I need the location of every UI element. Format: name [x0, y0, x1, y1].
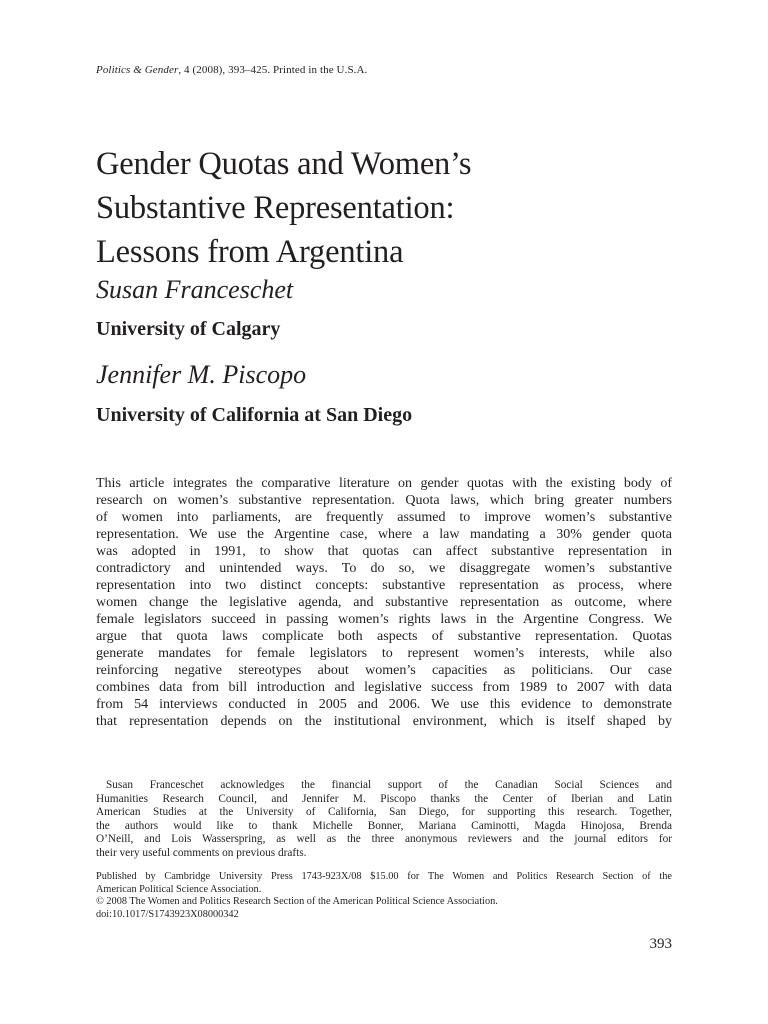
acknowledgment-footnote — [96, 779, 672, 860]
publication-line: American Political Science Association. — [96, 883, 262, 895]
abstract-line: representation. We use the Argentine case, where a law mandating a 30% gender quota — [96, 527, 672, 542]
title-line: Gender Quotas and Women’s — [96, 146, 472, 182]
footnote-line: O’Neill, and Lois Wasserspring, as well as the three anonymous reviewers and the journal editors for — [96, 833, 672, 845]
abstract-line: research on women’s substantive representation. Quota laws, which bring greater numbers — [96, 493, 672, 508]
abstract — [96, 475, 672, 730]
abstract-line: was adopted in 1991, to show that quotas can affect substantive representation in — [96, 544, 672, 559]
footnote-line: Humanities Research Council, and Jennifer M. Piscopo thanks the Center of Iberian and Latin — [96, 792, 672, 805]
footnote-line: American Studies at the University of California, San Diego, for supporting this research. Together, — [96, 806, 672, 818]
publication-info — [96, 871, 672, 921]
abstract-line: argue that quota laws complicate both aspects of substantive representation. Quotas — [96, 629, 672, 644]
abstract-line: generate mandates for female legislators to represent women’s interests, while also — [96, 646, 672, 661]
title-line: Substantive Representation: — [96, 190, 455, 226]
author-affiliation: University of Calgary — [96, 318, 281, 340]
abstract-line: that representation depends on the institutional environment, which is itself shaped by — [96, 714, 672, 729]
author-name: Jennifer M. Piscopo — [96, 360, 307, 389]
abstract-line: combines data from bill introduction and legislative success from 1989 to 2007 with data — [96, 680, 672, 695]
article-title — [96, 142, 696, 274]
author-affiliation: University of California at San Diego — [96, 404, 413, 426]
abstract-line: reinforcing negative stereotypes about women’s capacities as politicians. Our case — [96, 663, 672, 678]
abstract-line: female legislators succeed in passing women’s rights laws in the Argentine Congress. We — [96, 612, 672, 627]
copyright-line: © 2008 The Women and Politics Research Section of the American Political Science Association. — [96, 896, 498, 907]
abstract-line: contradictory and unintended ways. To do so, we disaggregate women’s substantive — [96, 561, 672, 576]
abstract-line: This article integrates the comparative literature on gender quotas with the existing body of — [96, 476, 672, 491]
running-head — [96, 64, 367, 76]
abstract-line: women change the legislative agenda, and substantive representation as outcome, where — [96, 595, 672, 610]
publication-line: Published by Cambridge University Press 1743-923X/08 $15.00 for The Women and Politics Research Section of the — [96, 871, 672, 882]
page-number: 393 — [649, 936, 672, 952]
author-name: Susan Franceschet — [96, 275, 294, 304]
title-line: Lessons from Argentina — [96, 234, 404, 270]
doi-line: doi:10.1017/S1743923X08000342 — [96, 908, 239, 920]
abstract-line: representation into two distinct concepts: substantive representation as process, where — [96, 578, 672, 593]
footnote-line: Susan Franceschet acknowledges the financial support of the Canadian Social Sciences and — [106, 779, 672, 791]
journal-name: Politics & Gender — [96, 64, 179, 76]
journal-citation: , 4 (2008), 393–425. Printed in the U.S.A. — [178, 64, 368, 76]
abstract-line: of women into parliaments, are frequently assumed to improve women’s substantive — [96, 510, 672, 525]
abstract-line: from 54 interviews conducted in 2005 and 2006. We use this evidence to demonstrate — [96, 697, 672, 712]
footnote-line: their very useful comments on previous drafts. — [96, 846, 307, 859]
footnote-line: the authors would like to thank Michelle Bonner, Mariana Caminotti, Magda Hinojosa, Brenda — [96, 819, 672, 832]
